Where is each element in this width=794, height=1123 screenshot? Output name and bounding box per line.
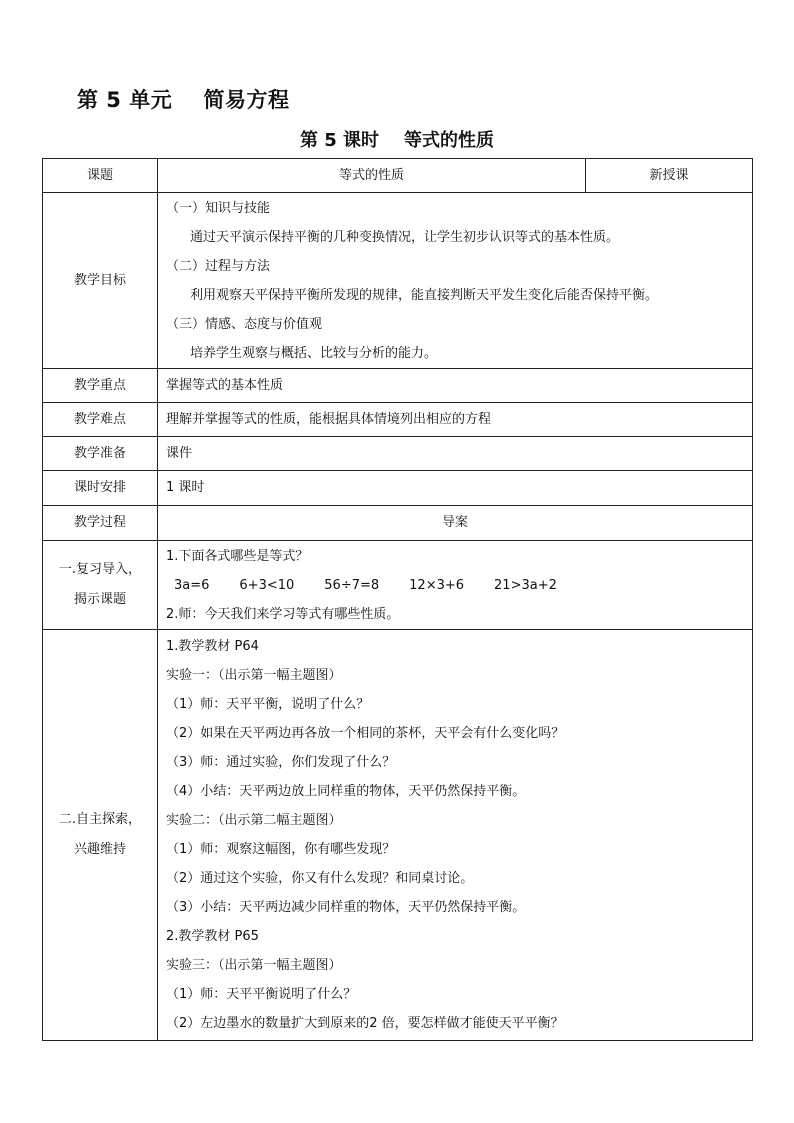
content-line: 1.教学教材 P64 — [166, 639, 259, 654]
objective-text: 培养学生观察与概括、比较与分析的能力。 — [190, 345, 438, 361]
intro-text: 2.师：今天我们来学习等式有哪些性质。 — [166, 606, 400, 622]
lesson-type: 新授课 — [586, 159, 753, 193]
objectives-label: 教学目标 — [43, 193, 158, 369]
lesson-plan-table — [42, 158, 753, 1041]
objective-text: 利用观察天平保持平衡所发现的规律，能直接判断天平发生变化后能否保持平衡。 — [190, 287, 659, 303]
review-question: 1.下面各式哪些是等式？ — [166, 548, 309, 564]
topic-label: 课题 — [43, 159, 158, 193]
expression: 6+3<10 — [239, 577, 295, 593]
process-row — [43, 506, 753, 541]
content-line: 实验一：（出示第一幅主题图） — [166, 668, 342, 683]
difficulty-label: 教学难点 — [43, 403, 158, 437]
schedule-row — [43, 471, 753, 506]
content-line: （3）师：通过实验，你们发现了什么？ — [166, 755, 396, 770]
expression: 12×3+6 — [409, 577, 465, 593]
section1-row — [43, 541, 753, 630]
section1-label-line: 揭示课题 — [73, 592, 126, 607]
difficulty-row — [43, 403, 753, 437]
objective-heading: （三）情感、态度与价值观 — [166, 316, 323, 332]
prep-value: 课件 — [158, 437, 753, 471]
section1-label — [43, 541, 158, 630]
lesson-title: 第 5 课时 等式的性质 — [299, 130, 495, 151]
expression-list — [166, 571, 744, 600]
content-line: （2）通过这个实验，你又有什么发现？和同桌讨论。 — [166, 871, 474, 886]
content-line: 实验三：（出示第一幅主题图） — [166, 958, 342, 973]
process-label: 教学过程 — [43, 506, 158, 541]
objective-text: 通过天平演示保持平衡的几种变换情况，让学生初步认识等式的基本性质。 — [190, 229, 620, 245]
objectives-cell — [158, 193, 753, 369]
section2-label-line: 兴趣维持 — [73, 842, 126, 857]
section2-label-line: 二.自主探索， — [58, 812, 142, 827]
key-row — [43, 369, 753, 403]
topic-row — [43, 159, 753, 193]
objectives-row — [43, 193, 753, 369]
objective-heading: （一）知识与技能 — [166, 200, 271, 216]
prep-row — [43, 437, 753, 471]
process-value: 导案 — [158, 506, 753, 541]
content-line: （1）师：天平平衡，说明了什么？ — [166, 697, 370, 712]
section2-row — [43, 630, 753, 1041]
section1-content — [158, 541, 753, 630]
objective-heading: （二）过程与方法 — [166, 258, 271, 274]
expression: 56÷7=8 — [324, 577, 380, 593]
content-line: （4）小结：天平两边放上同样重的物体，天平仍然保持平衡。 — [166, 784, 526, 799]
prep-label: 教学准备 — [43, 437, 158, 471]
section2-label — [43, 630, 158, 1041]
content-line: （2）左边墨水的数量扩大到原来的2 倍，要怎样做才能使天平平衡？ — [166, 1016, 564, 1031]
difficulty-value: 理解并掌握等式的性质，能根据具体情境列出相应的方程 — [158, 403, 753, 437]
topic-value: 等式的性质 — [158, 159, 586, 193]
content-line: （1）师：观察这幅图，你有哪些发现？ — [166, 842, 396, 857]
section2-content — [158, 630, 753, 1041]
content-line: 2.教学教材 P65 — [166, 929, 259, 944]
expression: 21>3a+2 — [494, 577, 557, 593]
expression: 3a=6 — [174, 577, 210, 593]
schedule-label: 课时安排 — [43, 471, 158, 506]
content-line: （1）师：天平平衡说明了什么？ — [166, 987, 357, 1002]
key-value: 掌握等式的基本性质 — [158, 369, 753, 403]
unit-title: 第 5 单元 简易方程 — [77, 88, 290, 112]
content-line: （3）小结：天平两边减少同样重的物体，天平仍然保持平衡。 — [166, 900, 526, 915]
content-line: （2）如果在天平两边再各放一个相同的茶杯，天平会有什么变化吗？ — [166, 726, 565, 741]
key-label: 教学重点 — [43, 369, 158, 403]
content-line: 实验二：（出示第二幅主题图） — [166, 813, 342, 828]
schedule-value: 1 课时 — [158, 471, 753, 506]
section1-label-line: 一.复习导入， — [58, 562, 142, 577]
